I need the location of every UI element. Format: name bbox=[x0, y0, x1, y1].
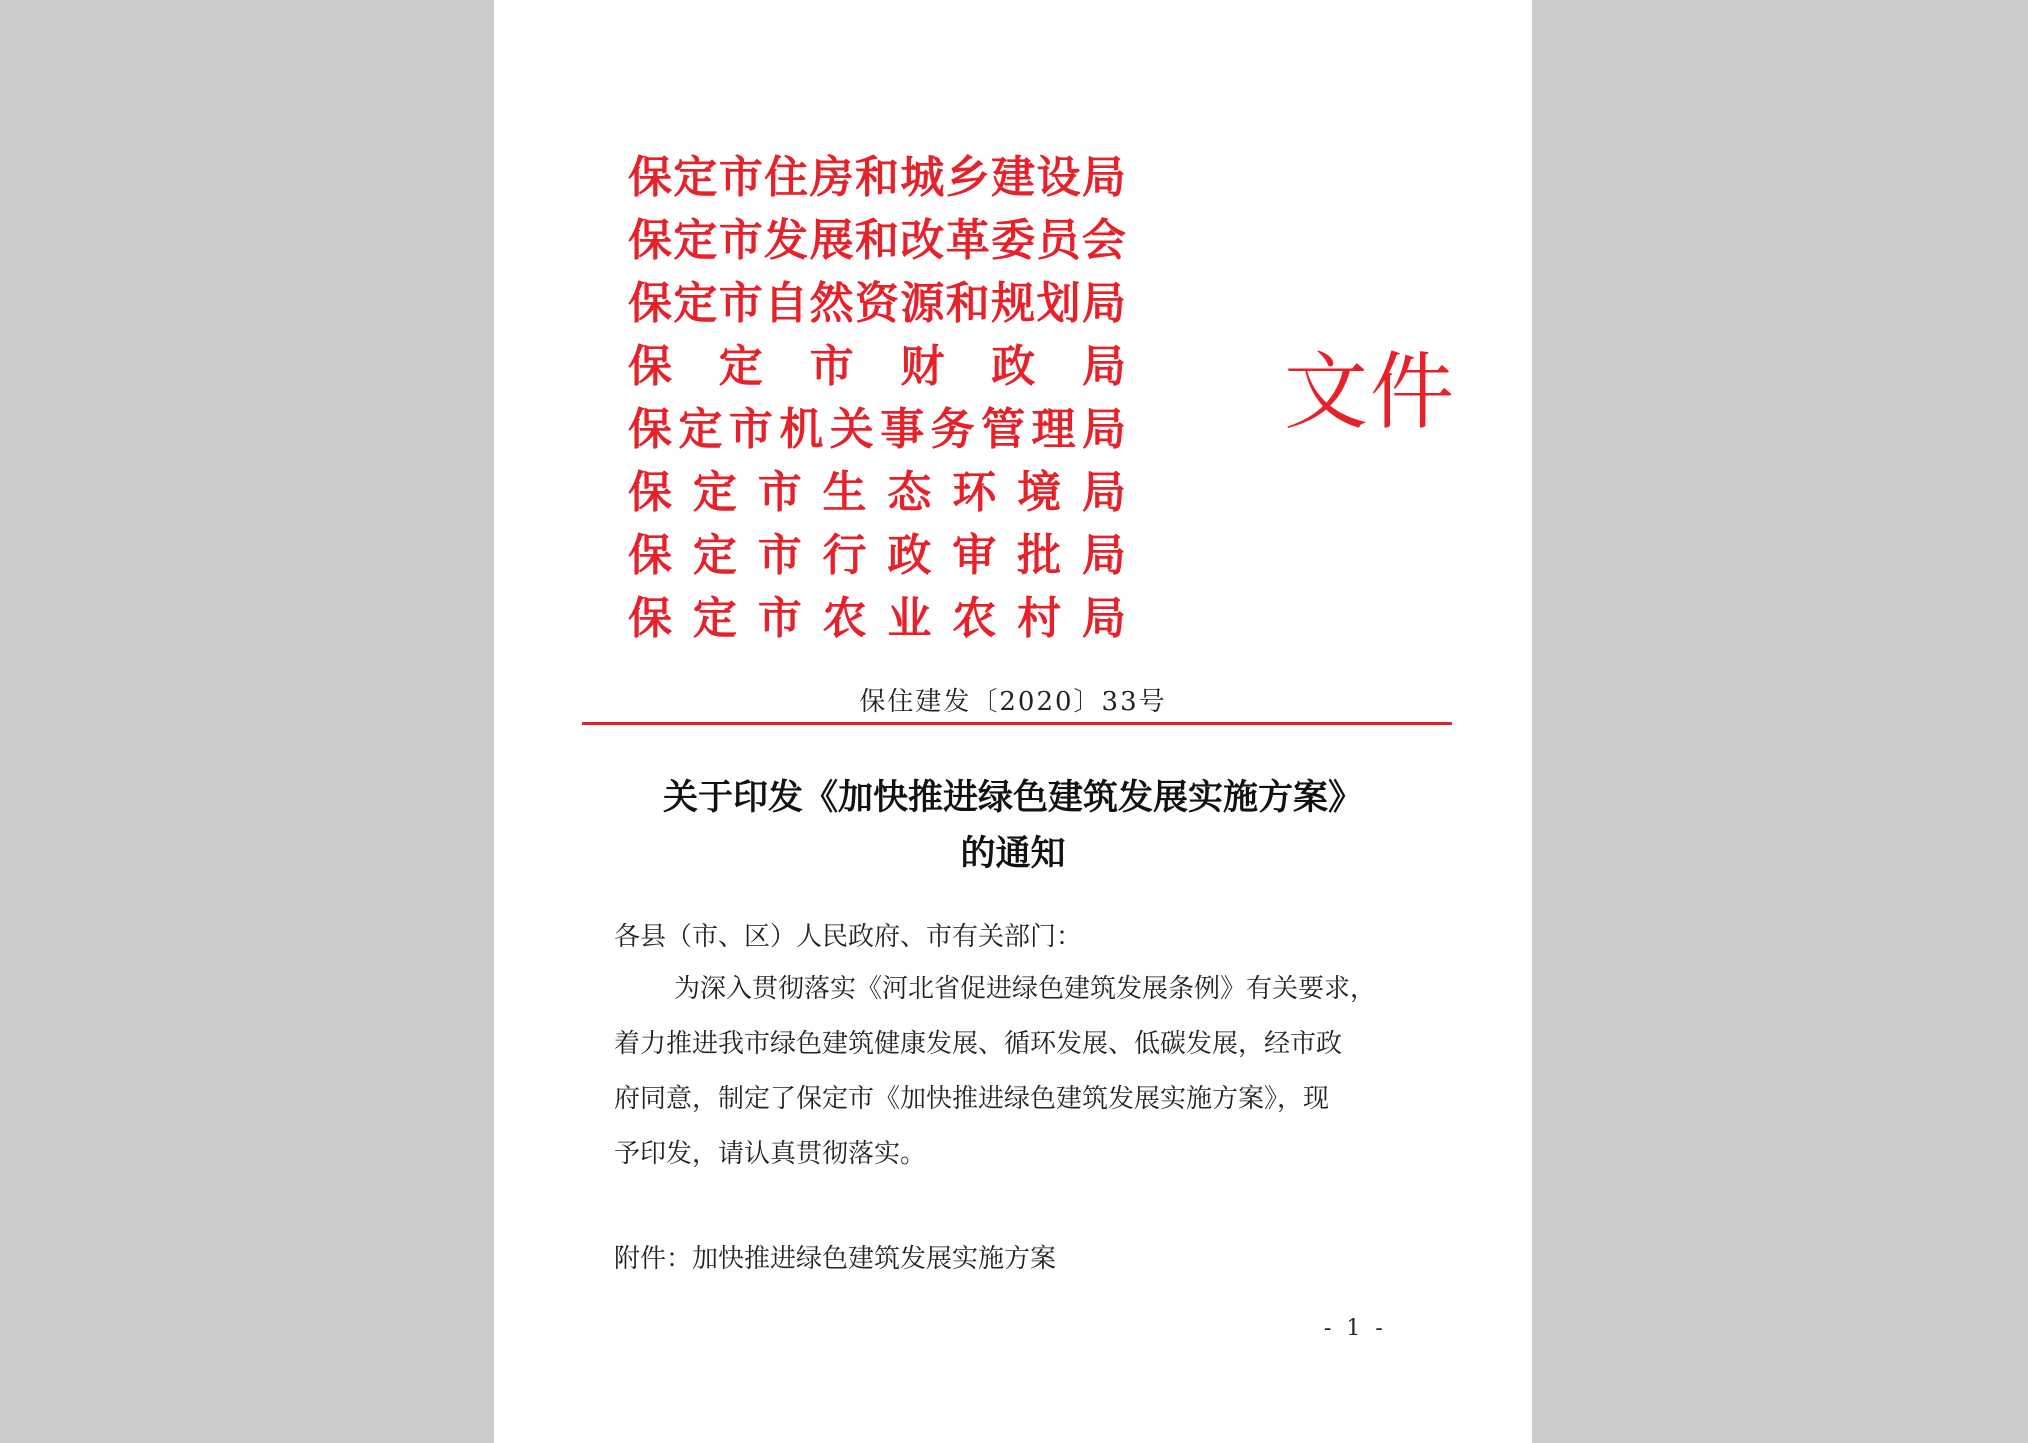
body-line: 予印发，请认真贯彻落实。 bbox=[614, 1139, 927, 1169]
agency-char: 业 bbox=[887, 593, 932, 644]
agency-char: 规 bbox=[991, 278, 1036, 329]
agency-char: 保 bbox=[628, 593, 672, 644]
agency-char: 行 bbox=[822, 530, 867, 581]
agency-char: 局 bbox=[1081, 404, 1126, 455]
agency-char: 农 bbox=[822, 593, 867, 644]
agency-char: 批 bbox=[1017, 530, 1062, 581]
agency-char: 局 bbox=[1081, 278, 1126, 329]
agency-char: 市 bbox=[728, 404, 773, 455]
agency-line-ecology bbox=[628, 461, 1126, 524]
agency-char: 市 bbox=[718, 278, 763, 329]
agency-char: 和 bbox=[854, 152, 899, 203]
agency-line-development-reform bbox=[628, 209, 1126, 272]
addressee: 各县（市、区）人民政府、市有关部门： bbox=[614, 922, 1083, 952]
title-line-1: 关于印发《加快推进绿色建筑发展实施方案》 bbox=[662, 777, 1363, 818]
agency-char: 革 bbox=[945, 215, 990, 266]
agency-char: 保 bbox=[628, 215, 672, 266]
agency-char: 市 bbox=[718, 152, 763, 203]
agency-char: 市 bbox=[718, 215, 763, 266]
agency-char: 管 bbox=[981, 404, 1026, 455]
agency-char: 定 bbox=[673, 278, 718, 329]
agency-char: 定 bbox=[692, 593, 737, 644]
agency-char: 定 bbox=[692, 530, 737, 581]
agency-char: 市 bbox=[757, 530, 802, 581]
agency-line-natural-resources bbox=[628, 272, 1126, 335]
agency-char: 和 bbox=[945, 278, 990, 329]
body-line: 府同意，制定了保定市《加快推进绿色建筑发展实施方案》，现 bbox=[614, 1084, 1330, 1114]
agency-char: 政 bbox=[887, 530, 932, 581]
agency-char: 设 bbox=[1036, 152, 1081, 203]
agency-char: 员 bbox=[1036, 215, 1081, 266]
title-line-2: 的通知 bbox=[960, 833, 1066, 874]
agency-char: 政 bbox=[991, 341, 1036, 392]
body-paragraph bbox=[614, 962, 1426, 1182]
agency-char: 境 bbox=[1017, 467, 1062, 518]
agency-char: 保 bbox=[628, 278, 672, 329]
agency-char: 定 bbox=[673, 215, 718, 266]
agency-char: 定 bbox=[678, 404, 723, 455]
agency-char: 保 bbox=[628, 341, 672, 392]
agency-char: 委 bbox=[991, 215, 1036, 266]
agency-char: 保 bbox=[628, 404, 672, 455]
agency-char: 局 bbox=[1081, 530, 1126, 581]
agency-char: 资 bbox=[854, 278, 899, 329]
page-number: - 1 - bbox=[1324, 1316, 1387, 1341]
agency-char: 定 bbox=[692, 467, 737, 518]
agency-char: 自 bbox=[764, 278, 809, 329]
agency-char: 建 bbox=[991, 152, 1036, 203]
agency-line-administrative-approval bbox=[628, 524, 1126, 587]
agency-char: 局 bbox=[1081, 152, 1126, 203]
agency-char: 然 bbox=[809, 278, 854, 329]
red-divider bbox=[582, 722, 1452, 725]
agency-char: 局 bbox=[1081, 593, 1126, 644]
document-title bbox=[494, 770, 1532, 882]
agency-char: 务 bbox=[930, 404, 975, 455]
agency-char: 会 bbox=[1081, 215, 1126, 266]
agency-char: 保 bbox=[628, 530, 672, 581]
agency-char: 房 bbox=[809, 152, 854, 203]
document-number: 保住建发〔2020〕33号 bbox=[859, 687, 1167, 717]
agency-char: 关 bbox=[829, 404, 874, 455]
agency-char: 改 bbox=[900, 215, 945, 266]
agency-char: 村 bbox=[1017, 593, 1062, 644]
agency-char: 财 bbox=[900, 341, 945, 392]
agency-char: 农 bbox=[952, 593, 997, 644]
agency-char: 市 bbox=[757, 467, 802, 518]
body-line: 为深入贯彻落实《河北省促进绿色建筑发展条例》有关要求， bbox=[674, 974, 1377, 1004]
agency-char: 市 bbox=[809, 341, 854, 392]
agency-char: 保 bbox=[628, 152, 672, 203]
agency-char: 事 bbox=[880, 404, 925, 455]
agency-char: 定 bbox=[718, 341, 763, 392]
agency-char: 审 bbox=[952, 530, 997, 581]
agency-char: 发 bbox=[764, 215, 809, 266]
agency-char: 局 bbox=[1081, 467, 1126, 518]
agency-char: 环 bbox=[952, 467, 997, 518]
issuing-agencies bbox=[628, 146, 1126, 650]
agency-line-finance bbox=[628, 335, 1126, 398]
agency-char: 局 bbox=[1081, 341, 1126, 392]
agency-char: 源 bbox=[900, 278, 945, 329]
agency-char: 乡 bbox=[945, 152, 990, 203]
agency-char: 和 bbox=[854, 215, 899, 266]
agency-char: 划 bbox=[1036, 278, 1081, 329]
agency-char: 态 bbox=[887, 467, 932, 518]
agency-char: 定 bbox=[673, 152, 718, 203]
agency-char: 市 bbox=[757, 593, 802, 644]
agency-char: 城 bbox=[900, 152, 945, 203]
agency-char: 住 bbox=[764, 152, 809, 203]
agency-char: 理 bbox=[1031, 404, 1076, 455]
agency-char: 生 bbox=[822, 467, 867, 518]
document-suffix: 文件 bbox=[1284, 343, 1457, 441]
agency-char: 保 bbox=[628, 467, 672, 518]
agency-line-agriculture bbox=[628, 587, 1126, 650]
body-line: 着力推进我市绿色建筑健康发展、循环发展、低碳发展，经市政 bbox=[614, 1029, 1343, 1059]
agency-line-housing bbox=[628, 146, 1126, 209]
document-page bbox=[494, 0, 1532, 1443]
attachment-note: 附件：加快推进绿色建筑发展实施方案 bbox=[614, 1244, 1057, 1274]
agency-line-government-affairs bbox=[628, 398, 1126, 461]
agency-char: 展 bbox=[809, 215, 854, 266]
agency-char: 机 bbox=[779, 404, 824, 455]
